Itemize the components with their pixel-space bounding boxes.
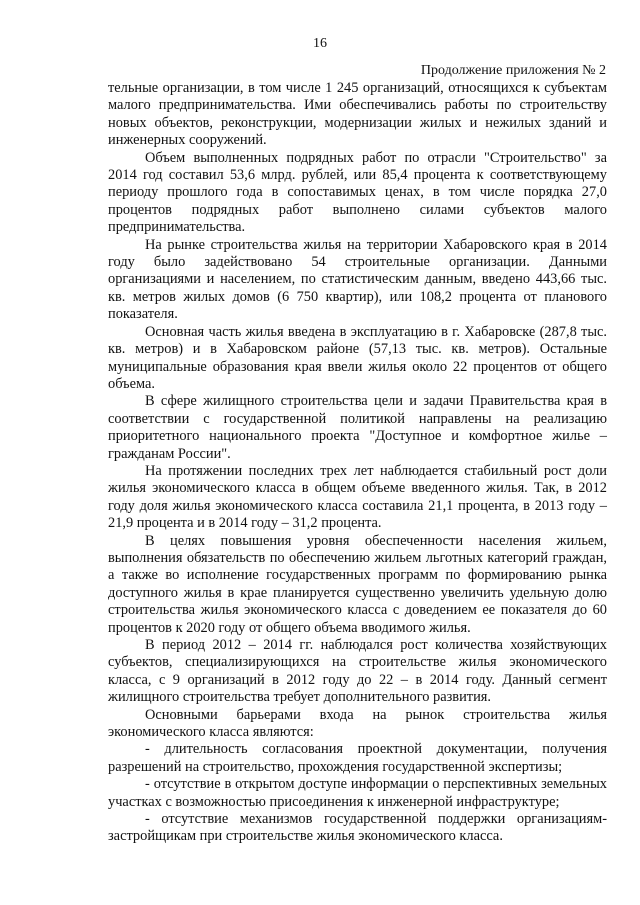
paragraph-housing-market: На рынке строительства жилья на территории Хабаровского края в 2014 году было задействовано 54 строительные организации. Данными организациями и населением, по статистическим данным, введено 443,66 тыс. кв. метров жилых домов (6 750 квартир), или 108,2 процента от планового показателя. (108, 236, 607, 323)
paragraph-housing-distribution: Основная часть жилья введена в эксплуатацию в г. Хабаровске (287,8 тыс. кв. метров) и в Хабаровском районе (57,13 тыс. кв. метров). Остальные муниципальные образования края ввели жилья около 22 процентов от общего объема. (108, 323, 607, 392)
appendix-continuation-label: Продолжение приложения № 2 (420, 63, 606, 78)
paragraph-business-growth: В период 2012 – 2014 гг. наблюдался рост количества хозяйствующих субъектов, специализирующихся на строительстве жилья экономического класса, с 9 организаций в 2012 году до 22 – в 2014 году. Данный сегмент жилищного строительства требует дополнительного развития. (108, 637, 607, 706)
list-item-barrier-support: - отсутствие механизмов государственной поддержки организациям-застройщикам при строительстве жилья экономического класса. (108, 811, 607, 845)
paragraph-barriers-intro: Основными барьерами входа на рынок строительства жилья экономического класса являются: (108, 706, 607, 741)
paragraph-economy-class-share: На протяжении последних трех лет наблюдается стабильный рост доли жилья экономического класса в общем объеме введенного жилья. Так, в 2012 году доля жилья экономического класса составила 21,1 процента, в 2013 году – 21,9 процента и в 2014 году – 31,2 процента. (108, 462, 607, 532)
paragraph-contract-work-volume: Объем выполненных подрядных работ по отрасли "Строительство" за 2014 год составил 53,6 млрд. рублей, или 85,4 процента к соответствующему периоду прошлого года в сопоставимых ценах, в том числе порядка 27,0 процентов подрядных работ выполнено силами субъектов малого предпринимательства. (108, 149, 607, 236)
page-number: 16 (313, 36, 327, 51)
list-item-barrier-approvals: - длительность согласования проектной документации, получения разрешений на строительство, прохождения государственной экспертизы; (108, 741, 607, 775)
body-text (108, 80, 607, 846)
paragraph-housing-plans: В целях повышения уровня обеспеченности населения жильем, выполнения обязательств по обеспечению жильем льготных категорий граждан, а также во исполнение государственных программ по формированию рынка доступного жилья в крае планируется существенно увеличить удельную долю строительства жилья экономического класса с доведением ее показателя до 60 процентов к 2020 году от общего объема вводимого жилья. (108, 532, 607, 636)
paragraph-intro-continuation: тельные организации, в том числе 1 245 организаций, относящихся к субъектам малого предпринимательства. Ими обеспечивались работы по строительству новых объектов, реконструкции, модернизации жилых и нежилых зданий и инженерных сооружений. (108, 80, 607, 149)
paragraph-government-goals: В сфере жилищного строительства цели и задачи Правительства края в соответствии с государственной политикой направлены на реализацию приоритетного национального проекта "Доступное и комфортное жилье – гражданам России". (108, 393, 607, 462)
list-item-barrier-land-info: - отсутствие в открытом доступе информации о перспективных земельных участках с возможностью присоединения к инженерной инфраструктуре; (108, 776, 607, 810)
